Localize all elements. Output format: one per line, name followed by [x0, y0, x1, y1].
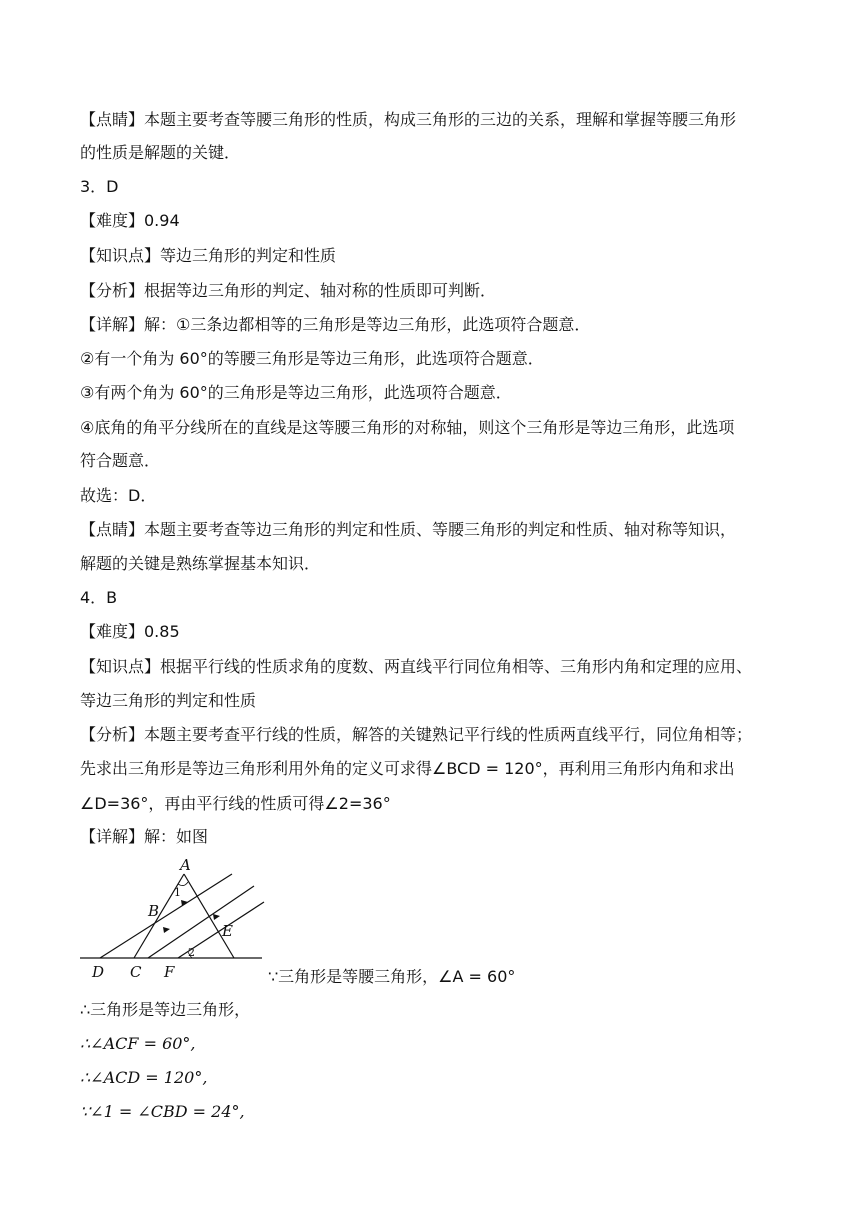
label-angle-1: 1 [174, 886, 181, 899]
solution: 【详解】解：①三条边都相等的三角形是等边三角形，此选项符合题意． [80, 315, 591, 334]
label-angle-2: 2 [188, 946, 195, 959]
difficulty: 【难度】0.85 [80, 622, 180, 641]
text-line: 等边三角形的判定和性质 [80, 691, 257, 710]
text-line: ②有一个角为 60°的等腰三角形是等边三角形，此选项符合题意． [80, 349, 544, 368]
label-f: F [164, 963, 175, 981]
math-line: ∴∠ACD = 120°, [80, 1068, 208, 1087]
analysis: 【分析】根据等边三角形的判定、轴对称的性质即可判断． [80, 281, 497, 300]
label-e: E [222, 922, 233, 940]
comment: 【点睛】本题主要考查等边三角形的判定和性质、等腰三角形的判定和性质、轴对称等知识， [80, 520, 737, 539]
solution: 【详解】解：如图 [80, 827, 209, 846]
text-line: ∴三角形是等边三角形， [80, 1000, 251, 1019]
geometry-figure [76, 856, 266, 986]
knowledge-point: 【知识点】根据平行线的性质求角的度数、两直线平行同位角相等、三角形内角和定理的应用、 [80, 657, 753, 676]
label-b: B [148, 902, 160, 920]
label-d: D [92, 963, 105, 981]
arrow-mark [213, 914, 220, 920]
text-line: 符合题意． [80, 451, 161, 470]
text-line: ③有两个角为 60°的三角形是等边三角形，此选项符合题意． [80, 383, 512, 402]
text-line: 解题的关键是熟练掌握基本知识． [80, 554, 321, 573]
arrow-mark [163, 927, 170, 933]
math-line: ∵∠1 = ∠CBD = 24°, [80, 1102, 245, 1121]
label-c: C [130, 963, 142, 981]
parallel-line-middle [148, 886, 254, 958]
label-a: A [180, 856, 191, 874]
analysis: 【分析】本题主要考查平行线的性质，解答的关键熟记平行线的性质两直线平行，同位角相等； [80, 725, 753, 744]
difficulty: 【难度】0.94 [80, 211, 180, 230]
text-line: 先求出三角形是等边三角形利用外角的定义可求得∠BCD = 120°，再利用三角形内角和求出 [80, 759, 735, 778]
text-line: 【点睛】本题主要考查等腰三角形的性质，构成三角形的三边的关系，理解和掌握等腰三角形 [80, 110, 737, 129]
text-line: ∠D=36°，再由平行线的性质可得∠2=36° [80, 794, 391, 813]
math-line: ∴∠ACF = 60°, [80, 1034, 196, 1053]
question-number: 3．D [80, 177, 119, 196]
text-line: 的性质是解题的关键． [80, 143, 241, 162]
answer: 故选：D． [80, 486, 157, 505]
text-line: ∵三角形是等腰三角形，∠A = 60° [268, 967, 516, 986]
question-number: 4．B [80, 588, 118, 607]
knowledge-point: 【知识点】等边三角形的判定和性质 [80, 246, 337, 265]
text-line: ④底角的角平分线所在的直线是这等腰三角形的对称轴，则这个三角形是等边三角形，此选项 [80, 418, 735, 437]
